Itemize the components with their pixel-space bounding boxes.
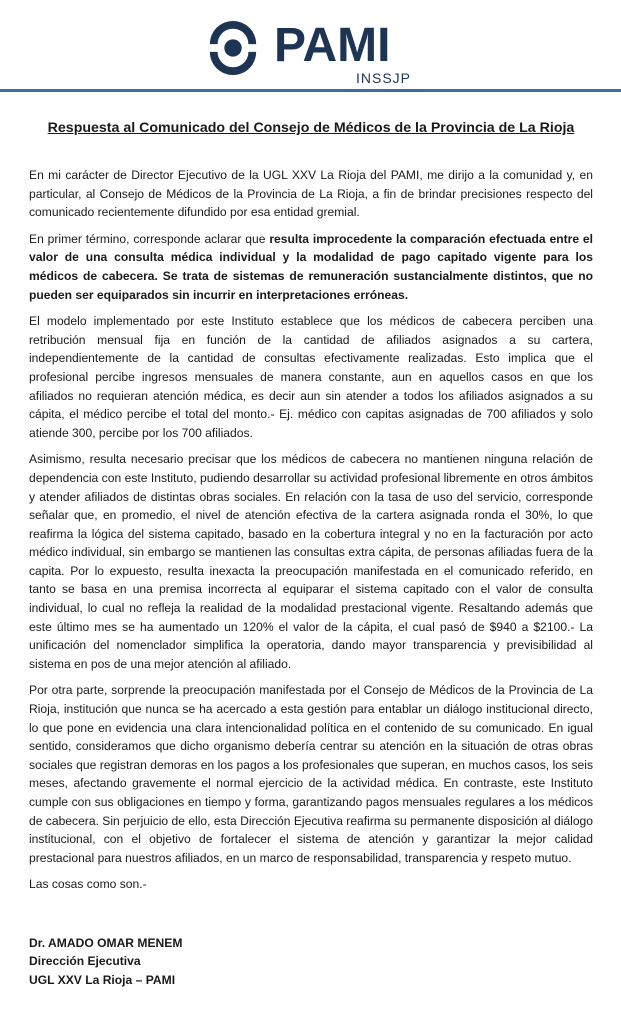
paragraph-comparison [29,230,593,304]
closing-line: Las cosas como son.- [29,877,147,892]
logo-wordmark: PAMI [274,19,391,72]
header-divider [0,89,621,92]
signature-role: Dirección Ejecutiva [29,954,141,969]
paragraph-intro: En mi carácter de Director Ejecutivo de la UGL XXV La Rioja del PAMI, me dirijo a la comunidad y, en particular, al Consejo de Médicos de la Provincia de La Rioja, a fin de brindar precisiones respecto del comunicado recientemente difundido por esa entidad gremial. [29,168,593,220]
signature-name: Dr. AMADO OMAR MENEM [29,935,183,950]
letter-body [29,118,593,989]
paragraph-comparison-lead: En primer término, corresponde aclarar que [29,231,270,246]
paragraph-council: Por otra parte, sorprende la preocupación manifestada por el Consejo de Médicos de la Provincia de La Rioja, institución que nunca se ha acercado a esta gestión para entablar un diálogo institucional directo, lo que pone en evidencia una clara intencionalidad política en el contenido de su comunicado. En igual sentido, consideramos que dicho organismo debería centrar su atención en la situación de otras obras sociales que registran demoras en los pagos a los profesionales que superan, en muchos casos, los seis meses, afectando gravemente el normal ejercicio de la actividad médica. En contraste, este Instituto cumple con sus obligaciones en tiempo y forma, garantizando pagos mensuales regulares a los médicos de cabecera. Sin perjuicio de ello, esta Dirección Ejecutiva reafirma su permanente disposición al diálogo institucional, con el objetivo de fortalecer el sistema de atención y garantizar la mejor calidad prestacional para nuestros afiliados, en un marco de responsabilidad, transparencia y respeto mutuo. [29,683,594,865]
signature-unit: UGL XXV La Rioja – PAMI [29,972,176,987]
pami-logo [206,18,426,88]
paragraph-dependency: Asimismo, resulta necesario precisar que los médicos de cabecera no mantienen ninguna relación de dependencia con este Instituto, pudiendo desarrollar su actividad profesional libremente en otros ámbitos y atender afiliados de distintas obras sociales. En relación con la tasa de uso del servicio, corresponde señalar que, en promedio, el nivel de atención efectiva de la cartera asignada ronda el 30%, lo que reafirma la lógica del sistema capitado, basado en la cobertura integral y no en la facturación por acto médico individual, sin embargo se mantienen las consultas extra cápita, de personas afiliadas fuera de la capita. Por lo expuesto, resulta inexacta la preocupación manifestada en el comunicado referido, en tanto se basa en una premisa incorrecta al equiparar el sistema capitado con el valor de consulta individual, lo cual no refleja la realidad de la modalidad prestacional vigente. Resaltando además que este último mes se ha aumentado un 120% el valor de la cápita, el cual pasó de $940 a $2100.- La unificación del nomenclador simplifica la operatoria, dando mayor transparencia y previsibilidad al sistema en pos de una mejor atención al afiliado. [29,452,593,671]
pami-eye-icon [206,21,260,75]
paragraph-comparison-bold: resulta improcedente la comparación efectuada entre el valor de una consulta médica individual y la modalidad de pago capitado vigente para los médicos de cabecera. Se trata de sistemas de remuneración sustancialmente distintos, que no pueden ser equiparados sin incurrir en interpretaciones erróneas. [29,231,593,302]
document-title: Respuesta al Comunicado del Consejo de Médicos de la Provincia de La Rioja [47,120,575,136]
paragraph-model: El modelo implementado por este Instituto establece que los médicos de cabecera perciben una retribución mensual fija en función de la cantidad de afiliados asignados a su cartera, independientemente de la cantidad de consultas efectivamente realizadas. Esto implica que el profesional percibe ingresos mensuales de manera constante, aun en aquellos casos en que los afiliados no requieran atención médica, es decir aun sin atender a todos los afiliados asignados a su cápita, el médico percibe el total del monto.- Ej. médico con capitas asignadas de 700 afiliados y solo atiende 300, percibe por los 700 afiliados. [29,314,593,440]
logo-subtitle: INSSJP [356,70,412,86]
signature-block [29,934,593,990]
letterhead [0,0,621,95]
